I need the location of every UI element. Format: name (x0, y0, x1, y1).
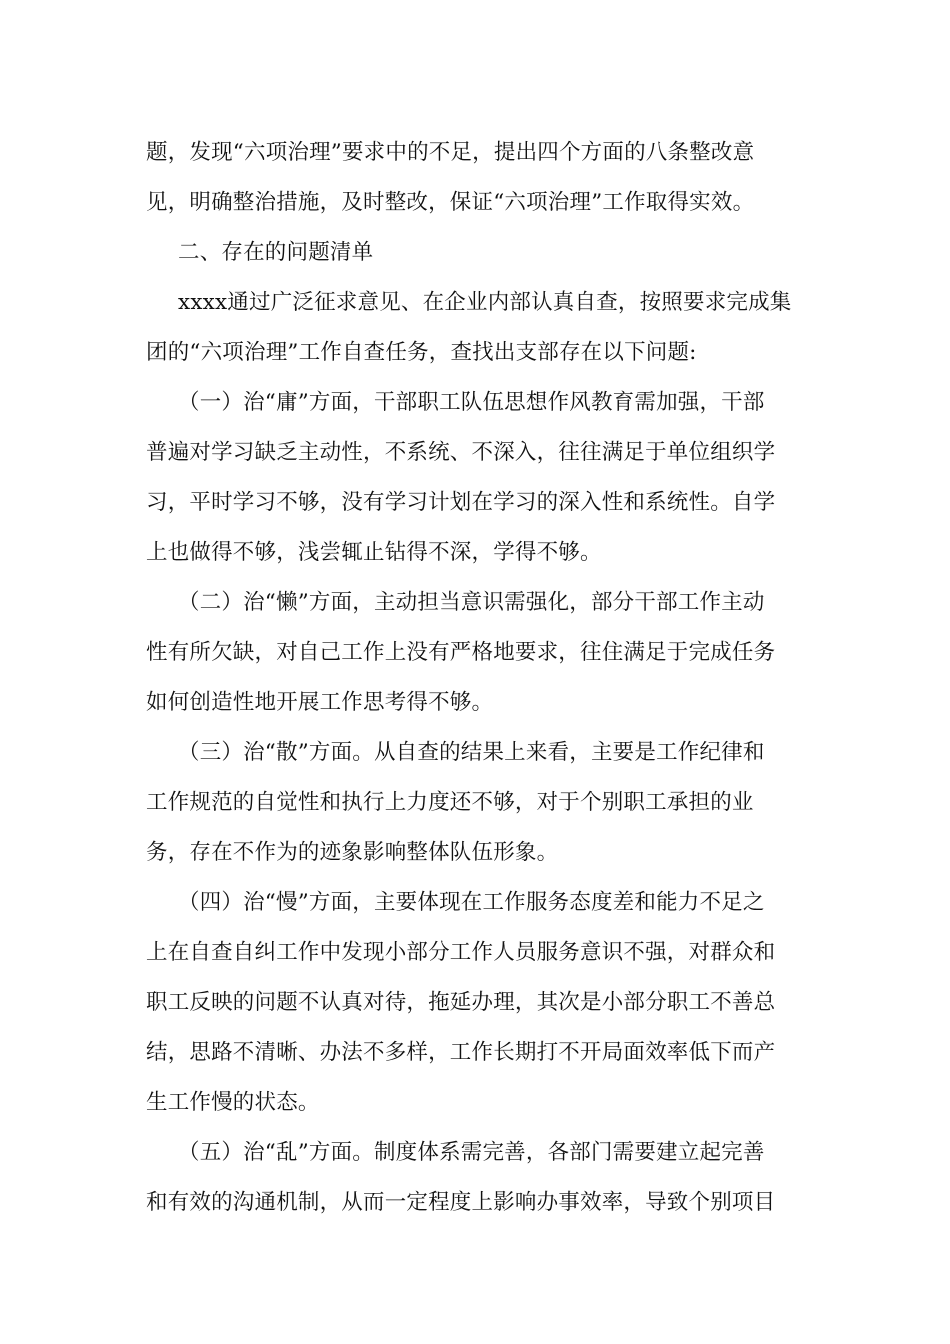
text-line: 务，存在不作为的迹象影响整体队伍形象。 (146, 840, 559, 865)
text-line: （四）治“慢”方面，主要体现在工作服务态度差和能力不足之 (178, 890, 765, 915)
text-line: 习，平时学习不够，没有学习计划在学习的深入性和系统性。自学 (146, 490, 776, 515)
text-line: 团的“六项治理”工作自查任务，查找出支部存在以下问题: (146, 340, 697, 365)
text-line: 工作规范的自觉性和执行上力度还不够，对于个别职工承担的业 (146, 790, 754, 815)
text-line: 上也做得不够，浅尝辄止钻得不深，学得不够。 (146, 540, 602, 565)
text-line: xxxx通过广泛征求意见、在企业内部认真自查，按照要求完成集 (178, 290, 792, 315)
text-line: 见，明确整治措施，及时整改，保证“六项治理”工作取得实效。 (146, 190, 755, 215)
text-line: （二）治“懒”方面，主动担当意识需强化，部分干部工作主动 (178, 590, 765, 615)
section-heading: 二、存在的问题清单 (178, 240, 374, 265)
text-line: （五）治“乱”方面。制度体系需完善，各部门需要建立起完善 (178, 1140, 765, 1165)
text-line: 上在自查自纠工作中发现小部分工作人员服务意识不强，对群众和 (146, 940, 776, 965)
text-line: 题，发现“六项治理”要求中的不足，提出四个方面的八条整改意 (146, 140, 755, 165)
text-line: （一）治“庸”方面，干部职工队伍思想作风教育需加强，干部 (178, 390, 765, 415)
text-line: （三）治“散”方面。从自查的结果上来看，主要是工作纪律和 (178, 740, 765, 765)
text-line: 结，思路不清晰、办法不多样，工作长期打不开局面效率低下而产 (146, 1040, 776, 1065)
text-line: 生工作慢的状态。 (146, 1090, 320, 1115)
text-line: 如何创造性地开展工作思考得不够。 (146, 690, 494, 715)
text-line: 职工反映的问题不认真对待，拖延办理，其次是小部分职工不善总 (146, 990, 776, 1015)
text-line: 性有所欠缺，对自己工作上没有严格地要求，往住满足于完成任务 (146, 640, 776, 665)
text-line: 普遍对学习缺乏主动性，不系统、不深入，往往满足于单位组织学 (146, 440, 776, 465)
text-line: 和有效的沟通机制，从而一定程度上影响办事效率，导致个别项目 (146, 1190, 776, 1215)
